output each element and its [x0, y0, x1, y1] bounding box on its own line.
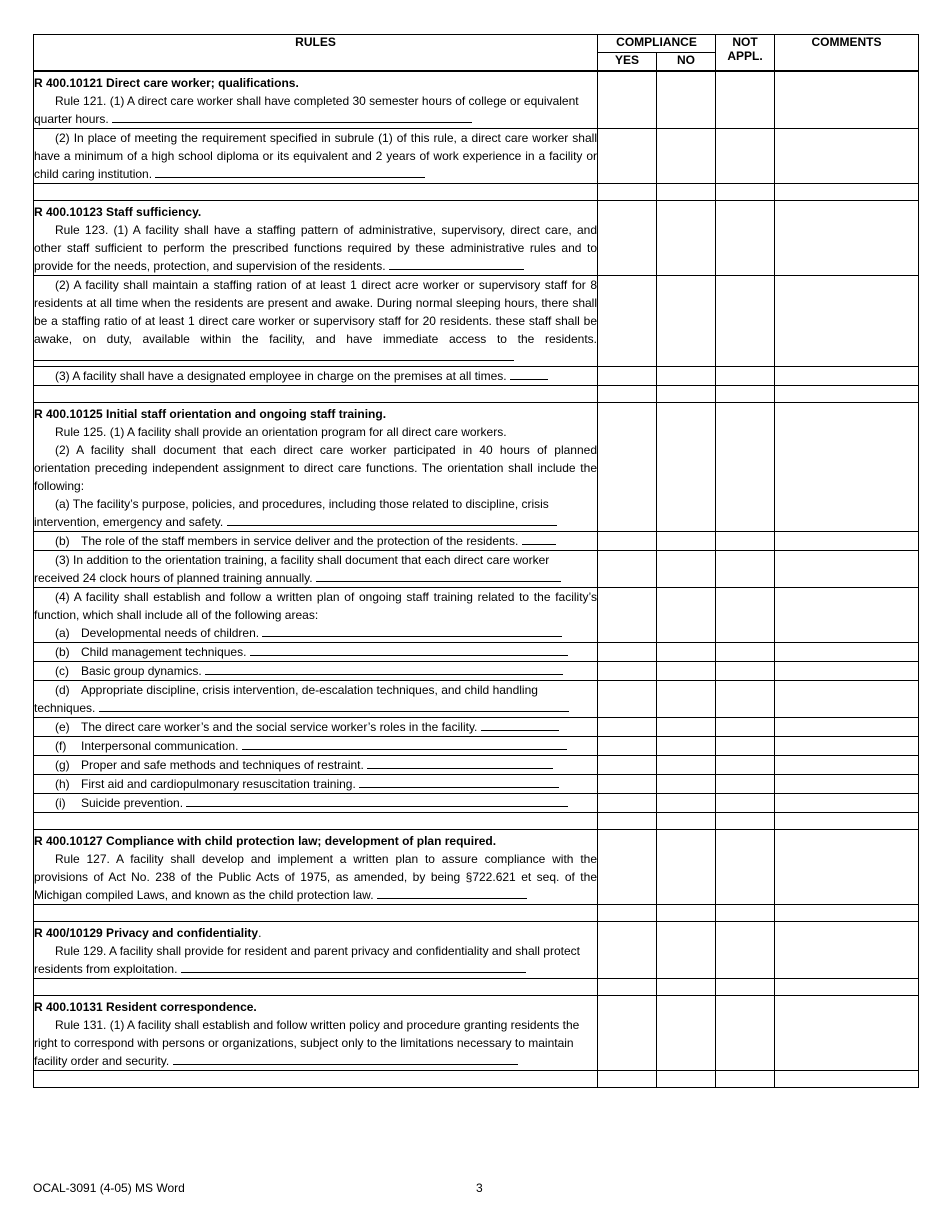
no-cell[interactable]: [657, 775, 716, 794]
no-cell[interactable]: [657, 718, 716, 737]
yes-cell[interactable]: [598, 830, 657, 905]
not-applicable-cell[interactable]: [716, 367, 775, 386]
rule-text: Suicide prevention.: [81, 796, 184, 810]
not-applicable-cell[interactable]: [716, 643, 775, 662]
answer-line: [34, 350, 514, 361]
table-row: (i) Suicide prevention.: [34, 794, 919, 813]
comments-cell[interactable]: [775, 756, 919, 775]
section-heading: R 400/10129 Privacy and confidentiality: [34, 926, 259, 940]
form-id: OCAL-3091 (4-05) MS Word: [33, 1181, 185, 1195]
not-applicable-cell[interactable]: [716, 588, 775, 643]
comments-cell[interactable]: [775, 532, 919, 551]
rule-text: (a) The facility’s purpose, policies, and procedures, including those related to discipline, crisis intervention, emergency and safety.: [34, 497, 549, 529]
rule-text: (3) In addition to the orientation training, a facility shall document that each direct care worker received 24 clock hours of planned training annually.: [34, 553, 550, 585]
yes-cell[interactable]: [598, 532, 657, 551]
answer-line: [181, 962, 526, 973]
rule-text: First aid and cardiopulmonary resuscitation training.: [81, 777, 356, 791]
no-cell[interactable]: [657, 830, 716, 905]
not-applicable-cell[interactable]: [716, 276, 775, 367]
table-row: [34, 1071, 919, 1088]
yes-column-header: YES: [598, 53, 657, 72]
not-applicable-cell[interactable]: [716, 775, 775, 794]
no-cell[interactable]: [657, 367, 716, 386]
not-applicable-cell[interactable]: [716, 71, 775, 129]
comments-cell[interactable]: [775, 551, 919, 588]
section-heading: R 400.10125 Initial staff orientation and ongoing staff training.: [34, 407, 387, 421]
comments-cell[interactable]: [775, 922, 919, 979]
rule-text: Appropriate discipline, crisis intervention, de-escalation techniques, and child handling techniques.: [34, 683, 538, 715]
no-cell[interactable]: [657, 532, 716, 551]
no-cell[interactable]: [657, 276, 716, 367]
table-row: (e) The direct care worker’s and the social service worker’s roles in the facility.: [34, 718, 919, 737]
no-cell[interactable]: [657, 403, 716, 532]
table-row: [34, 403, 919, 532]
yes-cell[interactable]: [598, 71, 657, 129]
not-applicable-cell[interactable]: [716, 756, 775, 775]
answer-line: [359, 777, 559, 788]
table-row: (4) A facility shall establish and follow a written plan of ongoing staff training related to the facility’s function, which shall include all of the following areas: (a) Developmental needs of children.: [34, 588, 919, 643]
compliance-column-header: COMPLIANCE: [598, 35, 716, 53]
no-cell[interactable]: [657, 756, 716, 775]
comments-cell[interactable]: [775, 201, 919, 276]
no-cell[interactable]: [657, 588, 716, 643]
yes-cell[interactable]: [598, 551, 657, 588]
answer-line: [242, 739, 567, 750]
answer-line: [377, 888, 527, 899]
yes-cell[interactable]: [598, 643, 657, 662]
section-heading: R 400.10127 Compliance with child protection law; development of plan required.: [34, 834, 497, 848]
not-applicable-cell[interactable]: [716, 201, 775, 276]
not-applicable-cell[interactable]: [716, 737, 775, 756]
not-applicable-column-header: NOT APPL.: [716, 35, 775, 72]
yes-cell[interactable]: [598, 276, 657, 367]
answer-line: [205, 664, 563, 675]
yes-cell[interactable]: [598, 681, 657, 718]
no-cell[interactable]: [657, 922, 716, 979]
not-applicable-cell[interactable]: [716, 551, 775, 588]
table-row: [34, 71, 919, 129]
rule-text: The direct care worker’s and the social service worker’s roles in the facility.: [81, 720, 478, 734]
comments-cell[interactable]: [775, 775, 919, 794]
rule-text: Interpersonal communication.: [81, 739, 239, 753]
answer-line: [112, 112, 472, 123]
table-row: [34, 367, 919, 386]
section-heading: R 400.10131 Resident correspondence.: [34, 1000, 257, 1014]
no-cell[interactable]: [657, 996, 716, 1071]
rule-text: Rule 131. (1) A facility shall establish and follow written policy and procedure granting residents the right to correspond with persons or organizations, subject only to the limitations necessary to maintain facility order and security.: [34, 1018, 580, 1068]
table-row: [34, 830, 919, 905]
rule-text: Rule 125. (1) A facility shall provide an orientation program for all direct care workers.: [55, 425, 507, 439]
yes-cell[interactable]: [598, 794, 657, 813]
not-applicable-cell[interactable]: [716, 830, 775, 905]
answer-line: [481, 720, 559, 731]
comments-cell[interactable]: [775, 129, 919, 184]
table-row: [34, 979, 919, 996]
comments-cell[interactable]: [775, 662, 919, 681]
comments-cell[interactable]: [775, 276, 919, 367]
rule-text: Child management techniques.: [81, 645, 247, 659]
table-row: [34, 386, 919, 403]
rule-text: Rule 123. (1) A facility shall have a staffing pattern of administrative, supervisory, direct care, and other staff sufficient to perform the prescribed functions required by these administrative rules and to provide for the needs, protection, and supervision of the residents.: [34, 223, 597, 273]
rule-text: Basic group dynamics.: [81, 664, 202, 678]
table-row: [34, 129, 919, 184]
comments-cell[interactable]: [775, 794, 919, 813]
table-row: (b) Child management techniques.: [34, 643, 919, 662]
rule-text: Proper and safe methods and techniques of restraint.: [81, 758, 364, 772]
answer-line: [186, 796, 568, 807]
table-row: [34, 996, 919, 1071]
rule-text: (2) A facility shall maintain a staffing ration of at least 1 direct acre worker or supervisory staff for 8 residents at all time when the residents are present and awake. During normal sleeping hours, there shall be a staffing ratio of at least 1 direct care worker or supervisory staff for 20 residents. these staff shall be awake, on duty, available within the facility, and have immediate access to the residents.: [34, 278, 597, 346]
answer-line: [250, 645, 568, 656]
answer-line: [522, 534, 556, 545]
not-applicable-cell[interactable]: [716, 794, 775, 813]
rule-text: (3) A facility shall have a designated employee in charge on the premises at all times.: [55, 369, 507, 383]
not-applicable-cell[interactable]: [716, 922, 775, 979]
yes-cell[interactable]: [598, 403, 657, 532]
answer-line: [173, 1054, 518, 1065]
rules-column-header: RULES: [34, 35, 598, 72]
yes-cell[interactable]: [598, 129, 657, 184]
yes-cell[interactable]: [598, 996, 657, 1071]
yes-cell[interactable]: [598, 718, 657, 737]
page-number: 3: [476, 1181, 483, 1195]
answer-line: [155, 167, 425, 178]
not-applicable-cell[interactable]: [716, 996, 775, 1071]
no-cell[interactable]: [657, 794, 716, 813]
yes-cell[interactable]: [598, 775, 657, 794]
yes-cell[interactable]: [598, 922, 657, 979]
comments-cell[interactable]: [775, 367, 919, 386]
comments-cell[interactable]: [775, 403, 919, 532]
table-row: (c) Basic group dynamics.: [34, 662, 919, 681]
not-applicable-cell[interactable]: [716, 662, 775, 681]
yes-cell[interactable]: [598, 662, 657, 681]
rule-text: Rule 127. A facility shall develop and implement a written plan to assure compliance with the provisions of Act No. 238 of the Public Acts of 1975, as amended, by being §722.621 et seq. of the Michigan compiled Laws, and known as the child protection law.: [34, 852, 597, 902]
table-row: (f) Interpersonal communication.: [34, 737, 919, 756]
answer-line: [227, 515, 557, 526]
table-row: [34, 276, 919, 367]
no-cell[interactable]: [657, 129, 716, 184]
yes-cell[interactable]: [598, 201, 657, 276]
not-applicable-cell[interactable]: [716, 718, 775, 737]
answer-line: [389, 259, 524, 270]
answer-line: [99, 701, 569, 712]
rule-text: Rule 121. (1) A direct care worker shall have completed 30 semester hours of college or equivalent quarter hours.: [34, 94, 579, 126]
comments-cell[interactable]: [775, 588, 919, 643]
no-cell[interactable]: [657, 643, 716, 662]
comments-cell[interactable]: [775, 718, 919, 737]
not-applicable-cell[interactable]: [716, 681, 775, 718]
no-cell[interactable]: [657, 737, 716, 756]
answer-line: [367, 758, 553, 769]
comments-cell[interactable]: [775, 737, 919, 756]
answer-line: [510, 369, 548, 380]
yes-cell[interactable]: [598, 367, 657, 386]
table-row: (d) Appropriate discipline, crisis intervention, de-escalation techniques, and child handling techniques.: [34, 681, 919, 718]
no-cell[interactable]: [657, 201, 716, 276]
yes-cell[interactable]: [598, 588, 657, 643]
comments-column-header: COMMENTS: [775, 35, 919, 72]
no-cell[interactable]: [657, 662, 716, 681]
rule-text: Rule 129. A facility shall provide for resident and parent privacy and confidentiality and shall protect residents from exploitation.: [34, 944, 580, 976]
not-applicable-cell[interactable]: [716, 129, 775, 184]
rule-text: The role of the staff members in service deliver and the protection of the residents.: [81, 534, 519, 548]
yes-cell[interactable]: [598, 737, 657, 756]
not-applicable-cell[interactable]: [716, 403, 775, 532]
answer-line: [262, 626, 562, 637]
table-row: [34, 551, 919, 588]
table-row: [34, 201, 919, 276]
comments-cell[interactable]: [775, 681, 919, 718]
table-row: [34, 813, 919, 830]
rule-text: (2) In place of meeting the requirement specified in subrule (1) of this rule, a direct care worker shall have a minimum of a high school diploma or its equivalent and 2 years of work experience in a facility or child caring institution.: [34, 131, 597, 181]
table-row: (h) First aid and cardiopulmonary resuscitation training.: [34, 775, 919, 794]
comments-cell[interactable]: [775, 71, 919, 129]
section-heading: R 400.10121 Direct care worker; qualifications.: [34, 76, 299, 90]
rule-text: (2) A facility shall document that each direct care worker participated in 40 hours of planned orientation preceding independent assignment to direct care functions. The orientation shall include the following:: [34, 443, 597, 493]
not-applicable-cell[interactable]: [716, 532, 775, 551]
table-row: R 400/10129 Privacy and confidentiality. Rule 129. A facility shall provide for resident and parent privacy and confidentiality and shall protect residents from exploitation.: [34, 922, 919, 979]
compliance-table: [33, 34, 919, 1088]
no-column-header: NO: [657, 53, 716, 72]
table-row: (g) Proper and safe methods and techniques of restraint.: [34, 756, 919, 775]
section-heading: R 400.10123 Staff sufficiency.: [34, 205, 202, 219]
rule-text: Developmental needs of children.: [81, 626, 260, 640]
no-cell[interactable]: [657, 71, 716, 129]
comments-cell[interactable]: [775, 643, 919, 662]
table-row: (b) The role of the staff members in service deliver and the protection of the residents.: [34, 532, 919, 551]
rule-text: (4) A facility shall establish and follow a written plan of ongoing staff training related to the facility’s function, which shall include all of the following areas:: [34, 590, 597, 622]
no-cell[interactable]: [657, 681, 716, 718]
table-row: [34, 905, 919, 922]
yes-cell[interactable]: [598, 756, 657, 775]
comments-cell[interactable]: [775, 996, 919, 1071]
comments-cell[interactable]: [775, 830, 919, 905]
no-cell[interactable]: [657, 551, 716, 588]
table-row: [34, 184, 919, 201]
answer-line: [316, 571, 561, 582]
